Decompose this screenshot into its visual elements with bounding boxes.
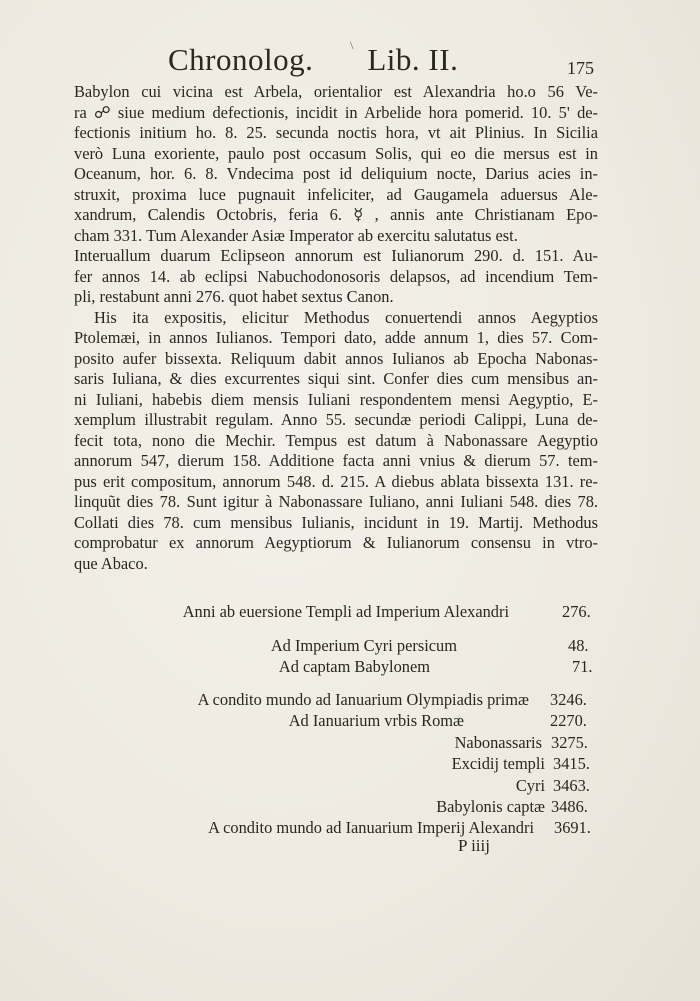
text-line: xemplum illustrabit regulam. Anno 55. secundæ periodi Calippi, Luna de-: [74, 410, 598, 429]
text-line: annorum 547, dierum 158. Additione facta anni vnius & dierum 57. tem-: [74, 451, 598, 470]
text-line: posito aufer bissexta. Reliquum dabit annos Iulianos ab Epocha Nabonas-: [74, 348, 598, 368]
table-row: [140, 602, 600, 623]
text-line: fecit tota, nono die Mechir. Tempus est datum à Nabonassare Aegyptio: [74, 430, 598, 450]
table-row-value: 2270.: [550, 711, 587, 730]
table-row-value: 276.: [562, 602, 591, 621]
table-row-label: Babylonis captæ: [436, 797, 545, 816]
table-row: [140, 776, 600, 797]
top-tick-mark: \: [350, 38, 354, 52]
signature-mark: P iiij: [458, 836, 490, 855]
table-row-value: 3415.: [553, 754, 590, 773]
table-row: [140, 733, 600, 754]
text-line: que Abaco.: [74, 553, 148, 573]
text-line: Interuallum duarum Eclipseon annorum est Iulianorum 290. d. 151. Au-: [74, 246, 598, 265]
text-line: pli, restabunt anni 276. quot habet sextus Canon.: [74, 287, 394, 306]
text-line: linquũt dies 78. Sunt igitur à Nabonassare Iuliano, anni Iuliani 548. dies 78.: [74, 492, 598, 511]
table-row-value: 71.: [572, 657, 593, 676]
table-row: [140, 754, 600, 775]
text-line: His ita expositis, elicitur Methodus conuertendi annos Aegyptios: [94, 307, 598, 327]
text-line: fectionis initium ho. 8. 25. secunda noctis hora, vt ait Plinius. In Sicilia: [74, 123, 598, 142]
table-row: [140, 690, 600, 711]
text-line: xandrum, Calendis Octobris, feria 6. ☿ , annis ante Christianam Epo-: [74, 205, 598, 224]
text-line: comprobatur ex annorum Aegyptiorum & Iulianorum consensu in vtro-: [74, 533, 598, 552]
running-head-title: Chronolog.: [168, 42, 314, 77]
table-row-value: 48.: [568, 636, 589, 655]
table-row-value: 3275.: [551, 733, 588, 752]
text-line: Oceanum, hor. 6. 8. Vndecima post id deliquium nocte, Darius acies in-: [74, 164, 598, 183]
table-row-label: Excidij templi: [451, 754, 545, 773]
table-row: [140, 711, 600, 732]
text-line: Collati dies 78. cum mensibus Iulianis, incidunt in 19. Martij. Methodus: [74, 512, 598, 532]
table-row: [140, 657, 600, 678]
running-head: [168, 42, 458, 78]
text-line: saris Iuliana, & dies excurrentes siqui sint. Confer dies cum mensibus an-: [74, 369, 598, 388]
page-header: [0, 38, 700, 78]
text-line: verò Luna exoriente, paulo post occasum Solis, qui eo die mersus est in: [74, 143, 598, 163]
table-row-label: Anni ab euersione Templi ad Imperium Alexandri: [182, 602, 509, 621]
table-row-label: Ad captam Babylonem: [278, 657, 430, 676]
table-row: [140, 797, 600, 818]
table-row: [130, 818, 600, 839]
text-line: ni Iuliani, habebis diem mensis Iuliani respondentem mensi Aegyptio, E-: [74, 389, 598, 409]
text-line: ra ☍ siue medium defectionis, incidit in Arbelide hora pomerid. 10. 5' de-: [74, 102, 598, 122]
main-text: [74, 82, 598, 574]
table-row: [140, 636, 600, 657]
text-line: Babylon cui vicina est Arbela, orientalior est Alexandria ho.o 56 Ve-: [74, 82, 598, 101]
table-row-value: 3246.: [550, 690, 587, 709]
page-number: 175: [567, 58, 594, 78]
table-row-label: Cyri: [515, 776, 545, 795]
text-line: pus erit compositum, annorum 548. d. 215. A diebus ablata bissexta 131. re-: [74, 471, 598, 491]
table-row-value: 3463.: [553, 776, 590, 795]
text-line: Ptolemæi, in annos Iulianos. Tempori dato, adde annum 1, dies 57. Com-: [74, 328, 598, 347]
table-row-label: Ad Ianuarium vrbis Romæ: [288, 711, 464, 730]
table-row-label: A condito mundo ad Ianuarium Imperij Alexandri: [208, 818, 534, 837]
text-line: cham 331. Tum Alexander Asiæ Imperator ab exercitu salutatus est.: [74, 225, 518, 245]
table-row-value: 3486.: [551, 797, 588, 816]
running-head-book: Lib. II.: [367, 42, 459, 77]
text-line: fer annos 14. ab eclipsi Nabuchodonosoris delapsos, ad incendium Tem-: [74, 266, 598, 286]
text-line: struxit, proxima luce pugnauit infeliciter, ad Gaugamela aduersus Ale-: [74, 184, 598, 204]
table-row-label: A condito mundo ad Ianuarium Olympiadis primæ: [197, 690, 529, 709]
table-row-value: 3691.: [554, 818, 591, 837]
table-row-label: Nabonassaris: [454, 733, 542, 752]
table-row-label: Ad Imperium Cyri persicum: [270, 636, 457, 655]
